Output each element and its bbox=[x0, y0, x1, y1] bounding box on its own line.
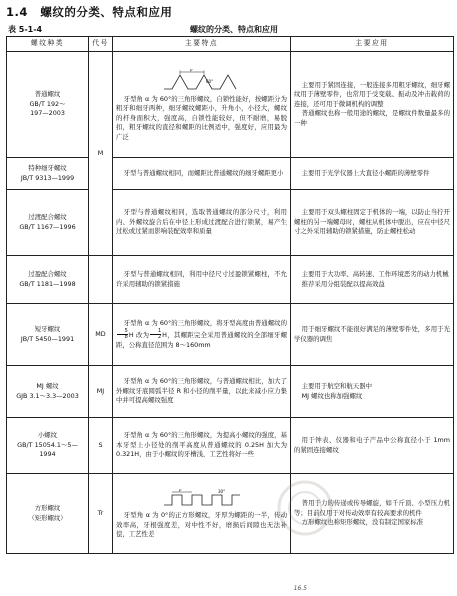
application-note: 普通螺纹也称一般用途的螺纹，是螺纹件数量最多的一种 bbox=[294, 109, 450, 127]
features-text: 牙型角 α 为 60°的三角形螺纹，自锁性能好，按螺距分为粗牙和细牙两种，细牙螺纹螺距小，升角小，小径大，螺纹的杆身面积大，强度高，自锁性能较好，但不耐磨，易脱扣，粗牙螺纹的直径和螺距的比例适中，强度好，应用最为广泛 bbox=[116, 94, 287, 141]
thread-name: 短牙螺纹 bbox=[34, 325, 61, 334]
thread-code: MJ bbox=[96, 386, 105, 395]
thread-name-cell bbox=[7, 304, 89, 366]
application-cell bbox=[291, 190, 454, 256]
page-mark: 16.5 bbox=[293, 585, 307, 592]
thread-name-cell bbox=[7, 366, 89, 418]
application-note: 推荐采用分组装配以提高效益 bbox=[301, 279, 385, 288]
angle-label: 60° bbox=[205, 78, 213, 84]
fraction-numerator: 1 bbox=[150, 329, 161, 336]
header-features: 主要特点 bbox=[113, 37, 291, 52]
table-title: 螺纹的分类、特点和应用 bbox=[190, 25, 278, 34]
application-cell bbox=[291, 158, 454, 190]
application-cell bbox=[291, 52, 454, 158]
thread-table bbox=[6, 36, 454, 554]
thread-standard-year: 197—2003 bbox=[30, 109, 65, 118]
application-text: 用于钟表、仪器和电子产品中公称直径小于 1mm 的紧固连接螺纹 bbox=[294, 436, 450, 454]
application-text: 用于细牙螺纹不能很好满足的薄壁零件处，多用于光学仪器的调焦 bbox=[294, 325, 450, 343]
application-cell bbox=[291, 304, 454, 366]
header-thread-type: 螺纹种类 bbox=[7, 37, 89, 52]
application-note: 方形螺纹也称矩形螺纹，没有制定国家标准 bbox=[301, 518, 424, 527]
features-cell bbox=[113, 158, 291, 190]
features-text: 牙型与普通螺纹相同，选取普通螺纹的部分尺寸，利用内、外螺纹旋合后在中径上形成过渡配合进行锁紧，易产生过松或过紧而影响装配效率和质量 bbox=[116, 208, 287, 236]
thread-name-cell bbox=[7, 52, 89, 158]
application-note: MJ 螺纹也称加强螺纹 bbox=[301, 391, 363, 400]
features-cell bbox=[113, 52, 291, 158]
thread-name-cell bbox=[7, 190, 89, 256]
thread-code-cell bbox=[89, 366, 113, 418]
application-text: 主要用于紧固连接，一般连接多用粗牙螺纹，细牙螺纹用于薄壁零件，也常用于受变载、振动及冲击载荷的连接，还可用于微调机构的调整 bbox=[294, 80, 450, 108]
features-cell bbox=[113, 256, 291, 304]
application-text: 主要用于光学仪器上大直径小螺距的薄壁零件 bbox=[301, 168, 430, 177]
features-cell bbox=[113, 418, 291, 474]
features-text: 牙型与普通螺纹相同，而螺距比普通螺纹的细牙螺距更小 bbox=[123, 168, 284, 177]
features-text: 牙型与普通螺纹相同，利用中径尺寸过盈锁紧螺柱，不允许采用辅助的锁紧措施 bbox=[116, 270, 287, 288]
features-text bbox=[116, 319, 287, 350]
fraction-five-eighths bbox=[117, 329, 128, 341]
fraction-numerator: 5 bbox=[117, 329, 128, 336]
thread-name: 特种细牙螺纹 bbox=[28, 164, 67, 173]
thread-standard: GB/T 192～ bbox=[29, 99, 66, 108]
thread-standard: JB/T 5450—1991 bbox=[20, 334, 75, 343]
thread-code: M bbox=[97, 148, 104, 157]
thread-name-cell bbox=[7, 256, 89, 304]
section-heading bbox=[6, 4, 172, 20]
tr-angle-label: 30° bbox=[217, 489, 225, 495]
thread-standard: GB/T 1167—1996 bbox=[19, 222, 76, 231]
features-text: 牙型角 α 为 0°的正方形螺纹，牙厚为螺距的一半，传动效率高，牙根强度差，对中性不好，磨损后间隙也无法补偿，工艺性差 bbox=[116, 511, 287, 539]
thread-name: 过盈配合螺纹 bbox=[28, 270, 67, 279]
thread-code-cell bbox=[89, 418, 113, 474]
features-text: 牙型角 α 为 60°的三角形螺纹，为提高小螺纹的强度，基本牙型上小径处的削平高度从普通螺纹的 0.25H 加大为 0.321H，由于小螺纹的牙槽浅，工艺性将好一些 bbox=[116, 431, 287, 459]
thread-name: 小螺纹 bbox=[37, 431, 58, 440]
thread-code: S bbox=[98, 440, 103, 449]
application-cell bbox=[291, 256, 454, 304]
table-row bbox=[7, 190, 454, 256]
features-text-part: H 改为 bbox=[128, 330, 150, 339]
square-thread-profile-diagram bbox=[162, 489, 242, 509]
features-cell bbox=[113, 474, 291, 554]
pitch-label: P bbox=[189, 68, 192, 73]
thread-name-cell bbox=[7, 418, 89, 474]
fraction-denominator: 2 bbox=[157, 334, 162, 340]
table-row bbox=[7, 418, 454, 474]
application-cell bbox=[291, 366, 454, 418]
table-header-row bbox=[7, 37, 454, 52]
thread-code: MD bbox=[95, 329, 106, 338]
triangle-thread-profile-diagram bbox=[162, 69, 242, 93]
thread-name: 方形螺纹 bbox=[34, 504, 61, 513]
thread-name: 普通螺纹 bbox=[34, 90, 61, 99]
thread-name: MJ 螺纹 bbox=[36, 382, 59, 391]
fraction-one-half bbox=[150, 329, 161, 341]
table-label: 表 5-1-4 bbox=[8, 25, 43, 34]
thread-code-cell bbox=[89, 256, 113, 304]
thread-standard: JB/T 9313—1999 bbox=[20, 173, 75, 182]
application-text: 主要用于双头螺柱固定于机体的一端，以防止当拧开螺柱的另一端螺母时，螺柱从机体中脱出，应在中径尺寸之外采用辅助的锁紧措施，防止螺柱松动 bbox=[294, 208, 450, 236]
thread-standard: GB/T 1181—1998 bbox=[19, 279, 76, 288]
features-text: 牙型角 α 为 60°的三角形螺纹，与普通螺纹相比，加大了外螺纹牙底圆弧半径 R 和小径的削平量，以此来减小应力集中并可提高螺纹强度 bbox=[116, 377, 287, 405]
thread-alias: （矩形螺纹） bbox=[28, 513, 67, 522]
application-text: 主要用于航空和航天器中 bbox=[301, 382, 372, 391]
table-row bbox=[7, 304, 454, 366]
thread-code: Tr bbox=[97, 508, 104, 517]
pitch-label: P bbox=[178, 489, 181, 493]
section-number: 1.4 bbox=[6, 5, 28, 19]
section-title: 螺纹的分类、特点和应用 bbox=[40, 5, 173, 19]
table-row bbox=[7, 256, 454, 304]
thread-code-cell bbox=[89, 52, 113, 256]
thread-code-cell bbox=[89, 474, 113, 554]
table-row bbox=[7, 52, 454, 158]
header-application: 主要应用 bbox=[291, 37, 454, 52]
thread-name-cell bbox=[7, 158, 89, 190]
thread-code-cell bbox=[89, 304, 113, 366]
thread-name: 过渡配合螺纹 bbox=[28, 213, 67, 222]
application-text: 主要用于大功率、高转速、工作环境恶劣的动力机械 bbox=[301, 270, 449, 279]
features-cell bbox=[113, 366, 291, 418]
features-text-part: 牙型角 α 为 60°的三角形螺纹，将牙型高度由普通螺纹的 bbox=[123, 319, 287, 328]
table-row bbox=[7, 158, 454, 190]
application-text: 普用于力的传递或传导螺旋，如千斤顶、小型压力机等；目前仅用于对传动效率有较高要求的机件 bbox=[294, 499, 450, 517]
thread-name-cell bbox=[7, 474, 89, 554]
thread-standard: GJB 3.1～3.3—2003 bbox=[16, 391, 79, 400]
features-cell bbox=[113, 304, 291, 366]
thread-standard: GB/T 15054.1～5—1994 bbox=[17, 440, 78, 459]
table-row bbox=[7, 474, 454, 554]
table-row bbox=[7, 366, 454, 418]
header-code: 代号 bbox=[89, 37, 113, 52]
features-text-part: H，其螺距完全采用普通螺纹的全部细牙螺距，公称直径范围为 8～160mm bbox=[116, 330, 287, 349]
watermark-seal bbox=[270, 478, 340, 538]
fraction-denominator: 8 bbox=[124, 334, 128, 340]
features-cell bbox=[113, 190, 291, 256]
application-cell bbox=[291, 418, 454, 474]
